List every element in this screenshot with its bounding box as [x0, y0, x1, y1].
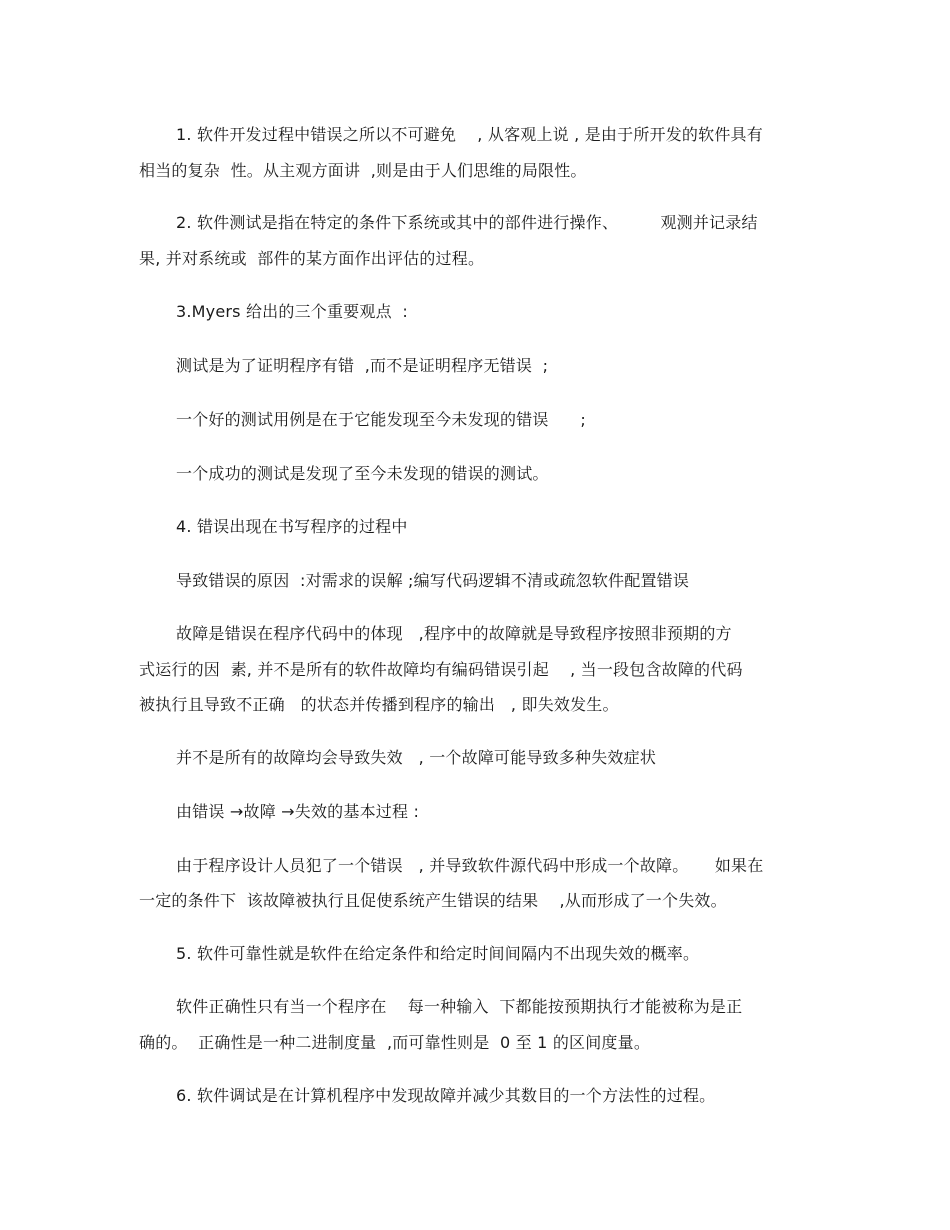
text-line: 5. 软件可靠性就是软件在给定条件和给定时间间隔内不出现失效的概率。: [176, 944, 700, 963]
text-line: 相当的复杂 性。从主观方面讲 ,则是由于人们思维的局限性。: [139, 161, 587, 180]
text-line: 软件正确性只有当一个程序在 每一种输入 下都能按预期执行才能被称为是正: [176, 997, 743, 1016]
text-line: 测试是为了证明程序有错 ,而不是证明程序无错误 ;: [176, 356, 549, 375]
text-line: 被执行且导致不正确 的状态并传播到程序的输出 , 即失效发生。: [139, 695, 619, 714]
text-line: 一个成功的测试是发现了至今未发现的错误的测试。: [176, 464, 549, 483]
text-line: 确的。 正确性是一种二进制度量 ,而可靠性则是 0 至 1 的区间度量。: [139, 1033, 651, 1052]
text-line: 3.Myers 给出的三个重要观点 :: [176, 302, 408, 321]
text-line: 果, 并对系统或 部件的某方面作出评估的过程。: [139, 249, 485, 268]
text-line: 1. 软件开发过程中错误之所以不可避免 , 从客观上说 , 是由于所开发的软件具有: [176, 125, 763, 144]
text-line: 式运行的因 素, 并不是所有的软件故障均有编码错误引起 , 当一段包含故障的代码: [139, 660, 743, 679]
text-line: 导致错误的原因 :对需求的误解 ;编写代码逻辑不清或疏忽软件配置错误: [176, 571, 690, 590]
text-line: 由错误 →故障 →失效的基本过程 :: [176, 802, 420, 821]
text-line: 并不是所有的故障均会导致失效 , 一个故障可能导致多种失效症状: [176, 748, 657, 767]
text-line: 故障是错误在程序代码中的体现 ,程序中的故障就是导致程序按照非预期的方: [176, 624, 732, 643]
text-line: 一个好的测试用例是在于它能发现至今未发现的错误 ;: [176, 410, 586, 429]
text-line: 2. 软件测试是指在特定的条件下系统或其中的部件进行操作、 观测并记录结: [176, 213, 758, 232]
text-line: 由于程序设计人员犯了一个错误 , 并导致软件源代码中形成一个故障。 如果在: [176, 856, 764, 875]
text-line: 4. 错误出现在书写程序的过程中: [176, 517, 408, 536]
text-line: 一定的条件下 该故障被执行且促使系统产生错误的结果 ,从而形成了一个失效。: [139, 891, 727, 910]
text-line: 6. 软件调试是在计算机程序中发现故障并减少其数目的一个方法性的过程。: [176, 1086, 716, 1105]
